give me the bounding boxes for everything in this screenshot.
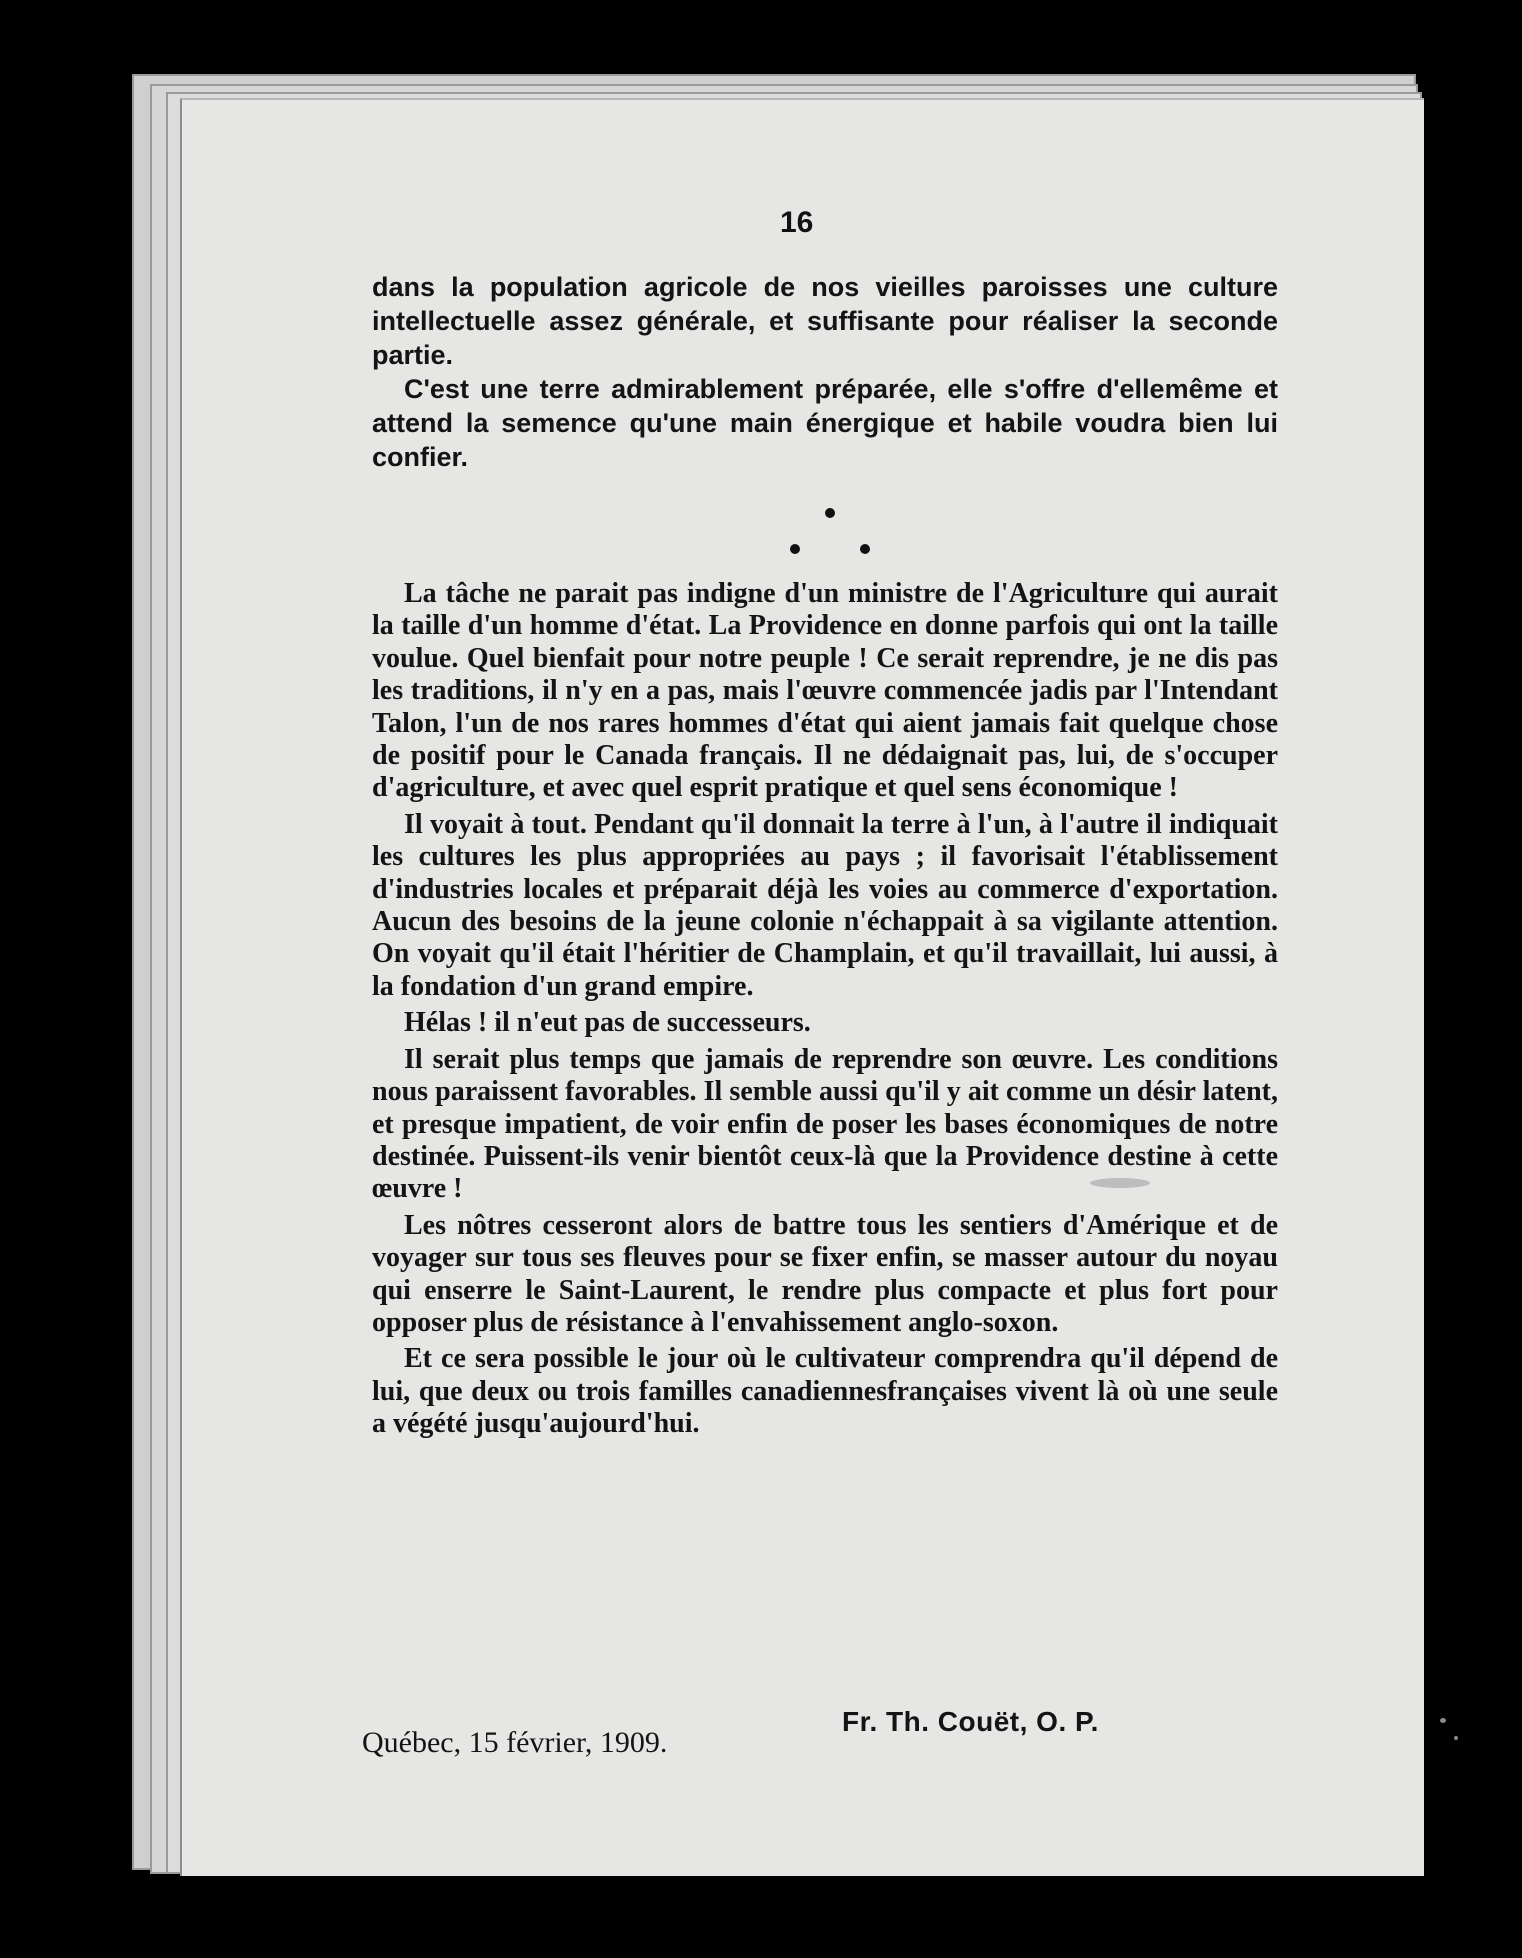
paragraph: Il serait plus temps que jamais de reprendre son œuvre. Les conditions nous paraissent favorables. Il semble aussi qu'il y ait comme un désir latent, et presque impatient, de voir enfin de poser les bases économiques de notre destinée. Puissent-ils venir bientôt ceux-là que la Providence destine à cette œuvre ! — [372, 1043, 1278, 1205]
page-number: 16 — [780, 206, 814, 239]
paragraph: La tâche ne parait pas indigne d'un ministre de l'Agriculture qui aurait la taille d'un homme d'état. La Providence en donne parfois qui ont la taille voulue. Quel bienfait pour notre peuple ! Ce serait reprendre, je ne dis pas les traditions, il n'y en a pas, mais l'œuvre commencée jadis par l'Intendant Talon, l'un de nos rares hommes d'état qui aient jamais fait quelque chose de positif pour le Canada français. Il ne dédaignait pas, lui, de s'occuper d'agriculture, et avec quel esprit pratique et quel sens économique ! — [372, 578, 1278, 804]
asterism-dot — [860, 544, 870, 554]
scan-speck — [1440, 1718, 1446, 1723]
signoff — [362, 1706, 1202, 1770]
paragraph: dans la population agricole de nos vieilles paroisses une culture intellectuelle assez générale, et suffisante pour réaliser la seconde partie. — [372, 272, 1278, 370]
top-text-block — [372, 270, 1278, 474]
paragraph: Hélas ! il n'eut pas de successeurs. — [404, 1007, 811, 1039]
main-text-block — [372, 578, 1278, 1445]
asterism-dot — [790, 544, 800, 554]
scan-speck — [1454, 1736, 1458, 1740]
paragraph: Les nôtres cesseront alors de battre tous les sentiers d'Amérique et de voyager sur tous ses fleuves pour se fixer enfin, se masser autour du noyau qui enserre le Saint-Laurent, le rendre plus compacte et plus fort pour opposer plus de résistance à l'envahissement anglo-soxon. — [372, 1209, 1278, 1338]
paragraph: Il voyait à tout. Pendant qu'il donnait la terre à l'un, à l'autre il indiquait les cultures les plus appropriées au pays ; il favorisait l'établissement d'industries locales et préparait déjà les voies au commerce d'exportation. Aucun des besoins de la jeune colonie n'échappait à sa vigilante attention. On voyait qu'il était l'héritier de Champlain, et qu'il travaillait, lui aussi, à la fondation d'un grand empire. — [372, 808, 1278, 1002]
place-date: Québec, 15 février, 1909. — [362, 1726, 668, 1759]
scan-smudge — [1090, 1178, 1150, 1188]
paragraph: C'est une terre admirablement préparée, elle s'offre d'ellemême et attend la semence qu'une main énergique et habile voudra bien lui confier. — [372, 374, 1278, 472]
author-signature: Fr. Th. Couët, O. P. — [842, 1706, 1099, 1737]
asterism-dot — [825, 508, 835, 518]
asterism-divider — [790, 500, 870, 560]
paragraph: Et ce sera possible le jour où le cultivateur comprendra qu'il dépend de lui, que deux ou trois familles canadiennesfrançaises vivent là où une seule a végété jusqu'aujourd'hui. — [372, 1343, 1278, 1440]
